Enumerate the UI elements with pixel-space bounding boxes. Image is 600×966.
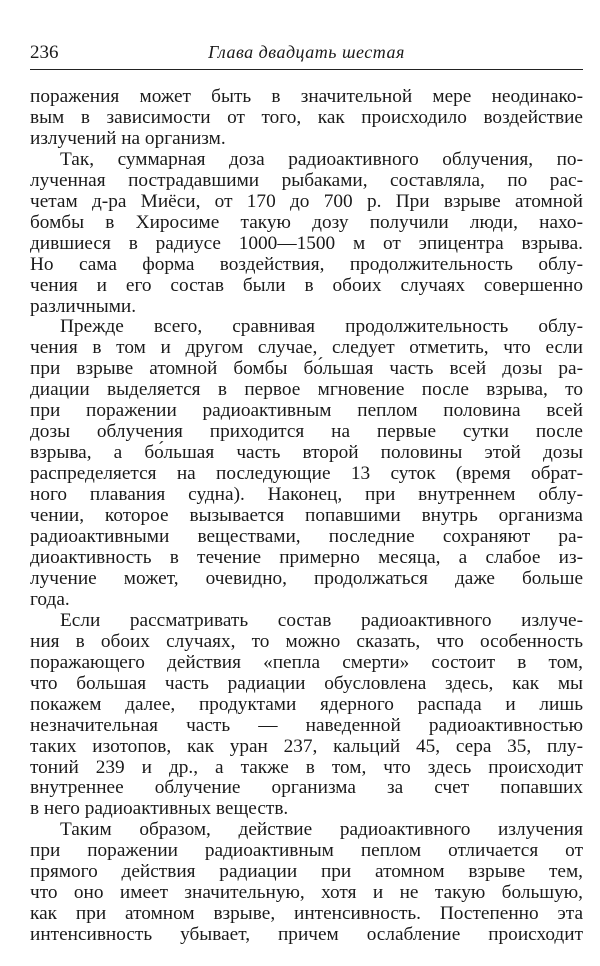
paragraph (30, 87, 583, 150)
paragraph (30, 820, 583, 946)
text-line: тоний 239 и др., а также в том, что здесь происходит (30, 756, 583, 778)
text-line: как при атомном взрыве, интенсивность. Постепенно эта (30, 903, 583, 925)
running-title: Глава двадцать шестая (208, 42, 405, 62)
text-line: Прежде всего, сравнивая продолжительность облу- (60, 316, 583, 338)
text-line: при поражении радиоактивным пеплом отличается от (30, 840, 583, 862)
text-line: Таким образом, действие радиоактивного излучения (60, 819, 583, 841)
text-line: лучение может, очевидно, продолжаться даже больше (30, 567, 583, 589)
text-line: лученная пострадавшими рыбаками, составляла, по рас- (30, 169, 583, 191)
page-number: 236 (30, 42, 59, 63)
text-line: Но сама форма воздействия, продолжительность облу- (30, 253, 583, 275)
text-line: внутреннее облучение организма за счет попавших (30, 777, 583, 799)
text-line: дозы облучения приходится на первые сутки после (30, 421, 583, 443)
text-line: ного плавания судна). Наконец, при внутреннем облу- (30, 484, 583, 506)
text-line: поражения может быть в значительной мере неодинако- (30, 86, 583, 107)
text-line: поражающего действия «пепла смерти» состоит в том, (30, 651, 583, 673)
text-line: чения и его состав были в обоих случаях совершенно (30, 274, 583, 296)
text-line: прямого действия радиации при атомном взрыве тем, (30, 861, 583, 883)
text-line: дившиеся в радиусе 1000—1500 м от эпицентра взрыва. (30, 232, 583, 254)
text-line: чения в том и другом случае, следует отметить, что если (30, 337, 583, 359)
text-line: что большая часть радиации обусловлена здесь, как мы (30, 672, 583, 694)
text-line: Так, суммарная доза радиоактивного облучения, по- (60, 148, 583, 170)
text-line: чении, которое вызывается попавшими внутрь организма (30, 505, 583, 527)
text-line: в него радиоактивных веществ. (30, 798, 289, 820)
text-line: ния в обоих случаях, то можно сказать, что особенность (30, 630, 583, 652)
text-line: диации выделяется в первое мгновение после взрыва, то (30, 379, 583, 401)
text-line: четам д-ра Миёси, от 170 до 700 р. При взрыве атомной (30, 190, 583, 212)
text-line: вым в зависимости от того, как происходило воздействие (30, 106, 583, 128)
text-line: радиоактивными веществами, последние сохраняют ра- (30, 526, 583, 548)
text-line: незначительная часть — наведенной радиоактивностью (30, 714, 583, 736)
text-line: бомбы в Хиросиме такую дозу получили люди, нахо- (30, 211, 583, 233)
text-line: года. (30, 588, 70, 610)
text-line: что оно имеет значительную, хотя и не такую большую, (30, 882, 583, 904)
text-line: интенсивность убывает, причем ослабление происходит (30, 924, 583, 946)
text-line: диоактивность в течение примерно месяца, а слабое из- (30, 546, 583, 568)
text-line: при поражении радиоактивным пеплом половина всей (30, 400, 583, 422)
text-line: таких изотопов, как уран 237, кальций 45, сера 35, плу- (30, 735, 583, 757)
running-header (30, 40, 583, 68)
paragraph (30, 317, 583, 610)
text-line: при взрыве атомной бомбы бо́льшая часть всей дозы ра- (30, 358, 583, 380)
text-line: распределяется на последующие 13 суток (время обрат- (30, 463, 583, 485)
body-text (30, 87, 583, 946)
paragraph (30, 150, 583, 318)
text-line: излучений на организм. (30, 127, 226, 149)
text-line: Если рассматривать состав радиоактивного излуче- (60, 609, 583, 631)
header-rule (30, 69, 583, 70)
text-line: различными. (30, 295, 137, 317)
paragraph (30, 611, 583, 821)
text-line: покажем далее, продуктами ядерного распада и лишь (30, 693, 583, 715)
text-line: взрыва, а бо́льшая часть второй половины этой дозы (30, 442, 583, 464)
